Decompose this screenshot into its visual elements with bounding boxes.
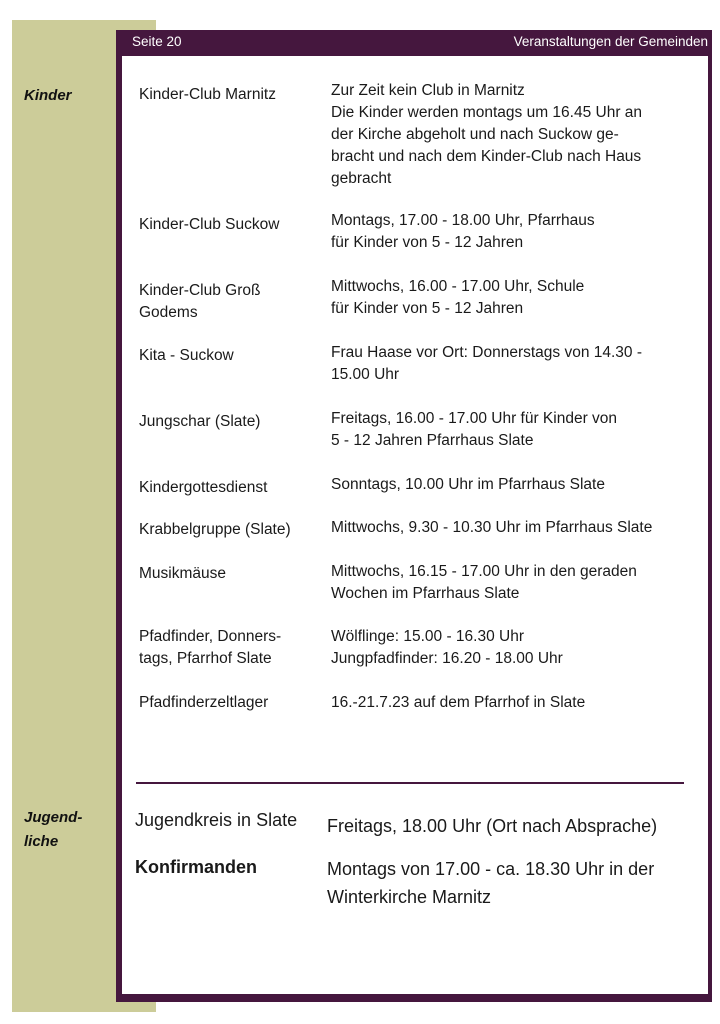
event-details: Sonntags, 10.00 Uhr im Pfarrhaus Slate: [331, 476, 605, 493]
event-name: Pfadfinderzeltlager: [139, 694, 269, 711]
section-label-kinder: Kinder: [24, 87, 72, 104]
section-divider: [136, 782, 684, 784]
event-details: 16.-21.7.23 auf dem Pfarrhof in Slate: [331, 694, 586, 711]
event-details: Mittwochs, 16.00 - 17.00 Uhr, Schule für Kinder von 5 - 12 Jahren: [331, 278, 585, 317]
event-name: Musikmäuse: [139, 565, 226, 582]
event-details: Wölflinge: 15.00 - 16.30 Uhr Jungpfadfinder: 16.20 - 18.00 Uhr: [331, 628, 563, 667]
event-name: Konfirmanden: [135, 857, 258, 877]
page-number: Seite 20: [132, 34, 182, 49]
event-name: Kinder-Club Groß Godems: [139, 282, 261, 321]
event-name: Krabbelgruppe (Slate): [139, 521, 291, 538]
section-title: Veranstaltungen der Gemeinden: [513, 34, 708, 49]
event-details: Frau Haase vor Ort: Donnerstags von 14.30 - 15.00 Uhr: [331, 344, 643, 383]
event-name: Kinder-Club Suckow: [139, 216, 280, 233]
section-label-jugend-2: liche: [24, 833, 59, 850]
event-details: Montags von 17.00 - ca. 18.30 Uhr in der Winterkirche Marnitz: [327, 859, 655, 907]
section-label-jugend-1: Jugend-: [24, 809, 83, 826]
event-details: Montags, 17.00 - 18.00 Uhr, Pfarrhaus für Kinder von 5 - 12 Jahren: [331, 212, 595, 251]
event-name: Kinder-Club Marnitz: [139, 86, 276, 103]
event-details: Mittwochs, 9.30 - 10.30 Uhr im Pfarrhaus Slate: [331, 519, 653, 536]
event-name: Pfadfinder, Donners- tags, Pfarrhof Slate: [139, 628, 282, 667]
event-details: Freitags, 18.00 Uhr (Ort nach Absprache): [327, 816, 658, 836]
event-name: Jungschar (Slate): [139, 413, 261, 430]
event-name: Kita - Suckow: [139, 347, 234, 364]
event-name: Kindergottesdienst: [139, 479, 268, 496]
event-details: Mittwochs, 16.15 - 17.00 Uhr in den geraden Wochen im Pfarrhaus Slate: [331, 563, 637, 602]
event-details: Freitags, 16.00 - 17.00 Uhr für Kinder von 5 - 12 Jahren Pfarrhaus Slate: [331, 410, 618, 449]
event-name: Jugendkreis in Slate: [135, 810, 298, 830]
event-details: Zur Zeit kein Club in Marnitz Die Kinder werden montags um 16.45 Uhr an der Kirche abgeholt und nach Suckow ge- bracht und nach dem Kinder-Club nach Haus gebracht: [331, 82, 643, 187]
